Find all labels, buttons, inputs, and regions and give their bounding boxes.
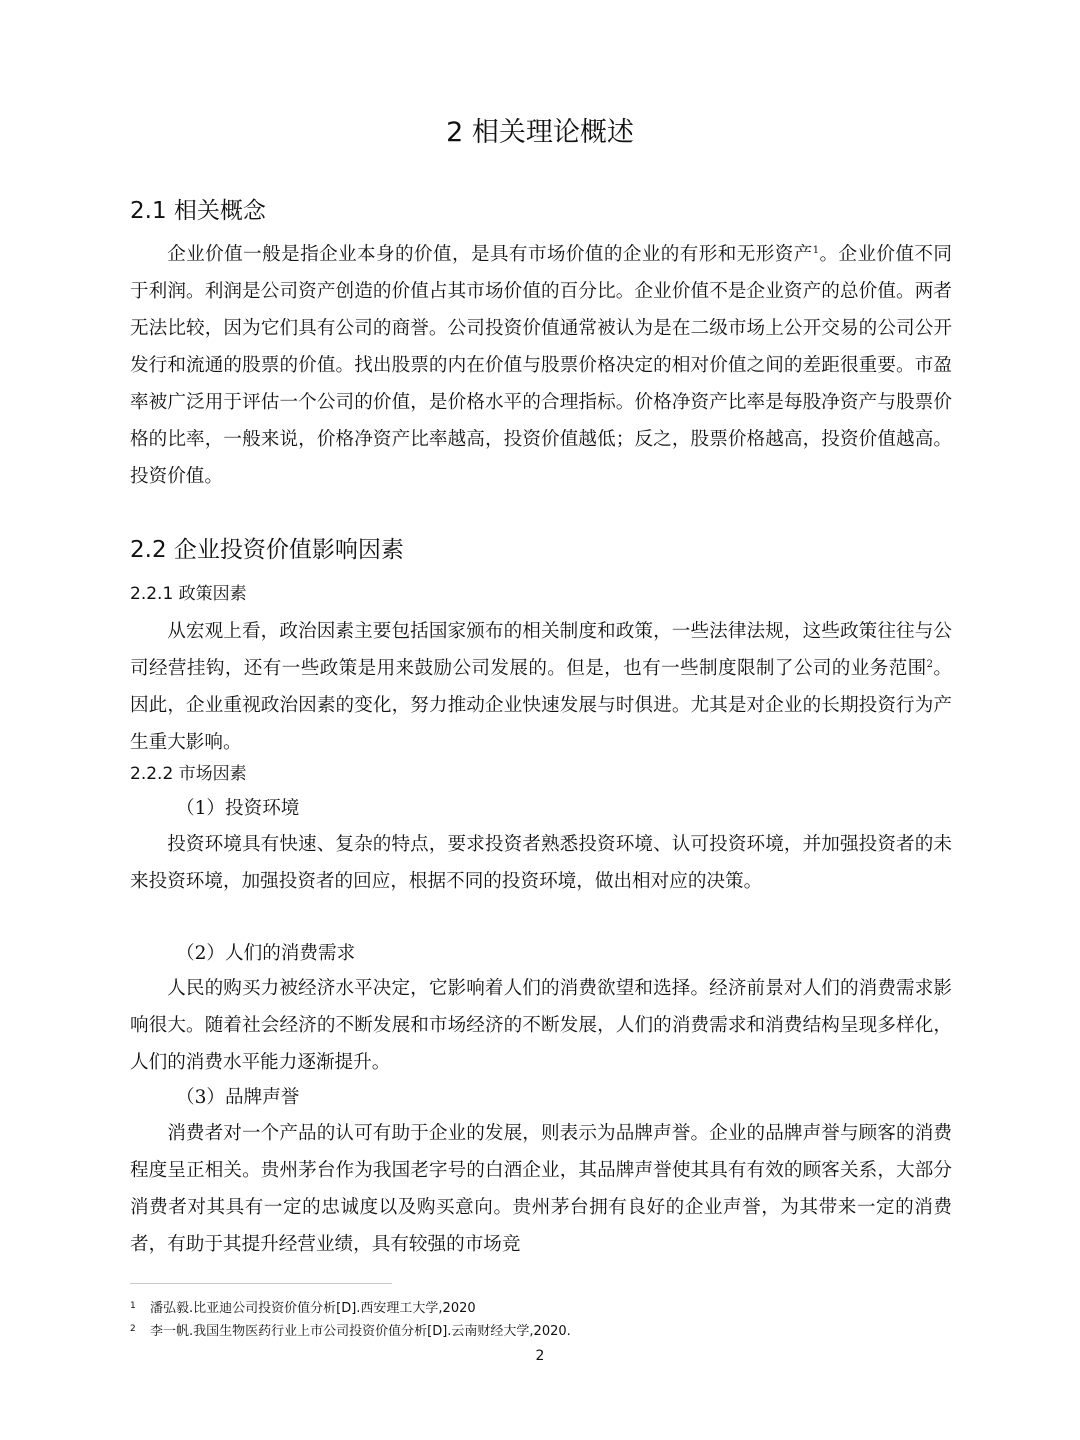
paragraph-policy [130, 613, 952, 761]
footnote-mark: 2 [130, 1324, 136, 1334]
paragraph-text: 。因此，企业重视政治因素的变化，努力推动企业快速发展与时俱进。尤其是对企业的长期投资行为产生重大影响。 [130, 658, 952, 753]
paragraph-text: 企业价值一般是指企业本身的价值，是具有市场价值的企业的有形和无形资产 [167, 244, 813, 265]
footnote-text: 潘弘毅.比亚迪公司投资价值分析[D].西安理工大学,2020 [150, 1301, 476, 1316]
subsection-heading-2-2-2: 2.2.2 市场因素 [130, 764, 247, 784]
chapter-title: 2 相关理论概述 [446, 117, 634, 148]
paragraph-investment-environment: 投资环境具有快速、复杂的特点，要求投资者熟悉投资环境、认可投资环境，并加强投资者的未来投资环境，加强投资者的回应，根据不同的投资环境，做出相对应的决策。 [130, 834, 952, 892]
footnote-mark: 1 [130, 1301, 136, 1311]
footnote-text: 李一帆.我国生物医药行业上市公司投资价值分析[D].云南财经大学,2020. [150, 1324, 571, 1339]
footnote-ref-2[interactable]: 2 [926, 658, 934, 670]
paragraph-text: 从宏观上看，政治因素主要包括国家颁布的相关制度和政策，一些法律法规，这些政策往往与公司经营挂钩，还有一些政策是用来鼓励公司发展的。但是，也有一些制度限制了公司的业务范围 [130, 621, 952, 679]
footnote-2 [130, 1319, 571, 1342]
paragraph-concept [130, 236, 952, 495]
subsection-heading-2-2-1: 2.2.1 政策因素 [130, 584, 247, 604]
item-title-consumer-demand: （2）人们的消费需求 [176, 943, 356, 964]
paragraph-text: 。企业价值不同于利润。利润是公司资产创造的价值占其市场价值的百分比。企业价值不是企业资产的总价值。两者无法比较，因为它们具有公司的商誉。公司投资价值通常被认为是在二级市场上公开交易的公司公开发行和流通的股票的价值。找出股票的内在价值与股票价格决定的相对价值之间的差距很重要。市盈率被广泛用于评估一个公司的价值，是价格水平的合理指标。价格净资产比率是每股净资产与股票价格的比率，一般来说，价格净资产比率越高，投资价值越低；反之，股票价格越高，投资价值越高。投资价值。 [130, 244, 952, 487]
item-title-investment-environment: （1）投资环境 [176, 798, 300, 819]
footnote-1 [130, 1296, 476, 1319]
paragraph-brand-reputation: 消费者对一个产品的认可有助于企业的发展，则表示为品牌声誉。企业的品牌声誉与顾客的消费程度呈正相关。贵州茅台作为我国老字号的白酒企业，其品牌声誉使其具有有效的顾客关系，大部分消费者对其具有一定的忠诚度以及购买意向。贵州茅台拥有良好的企业声誉，为其带来一定的消费者，有助于其提升经营业绩，具有较强的市场竞 [130, 1123, 952, 1255]
footnote-ref-1[interactable]: 1 [812, 244, 820, 256]
page-number: 2 [535, 1348, 545, 1364]
section-heading-2-2: 2.2 企业投资价值影响因素 [130, 537, 404, 563]
section-heading-2-1: 2.1 相关概念 [130, 198, 266, 224]
paragraph-consumer-demand: 人民的购买力被经济水平决定，它影响着人们的消费欲望和选择。经济前景对人们的消费需求影响很大。随着社会经济的不断发展和市场经济的不断发展，人们的消费需求和消费结构呈现多样化，人们的消费水平能力逐渐提升。 [130, 978, 952, 1073]
footnote-divider [130, 1283, 392, 1284]
item-title-brand-reputation: （3）品牌声誉 [176, 1087, 300, 1108]
